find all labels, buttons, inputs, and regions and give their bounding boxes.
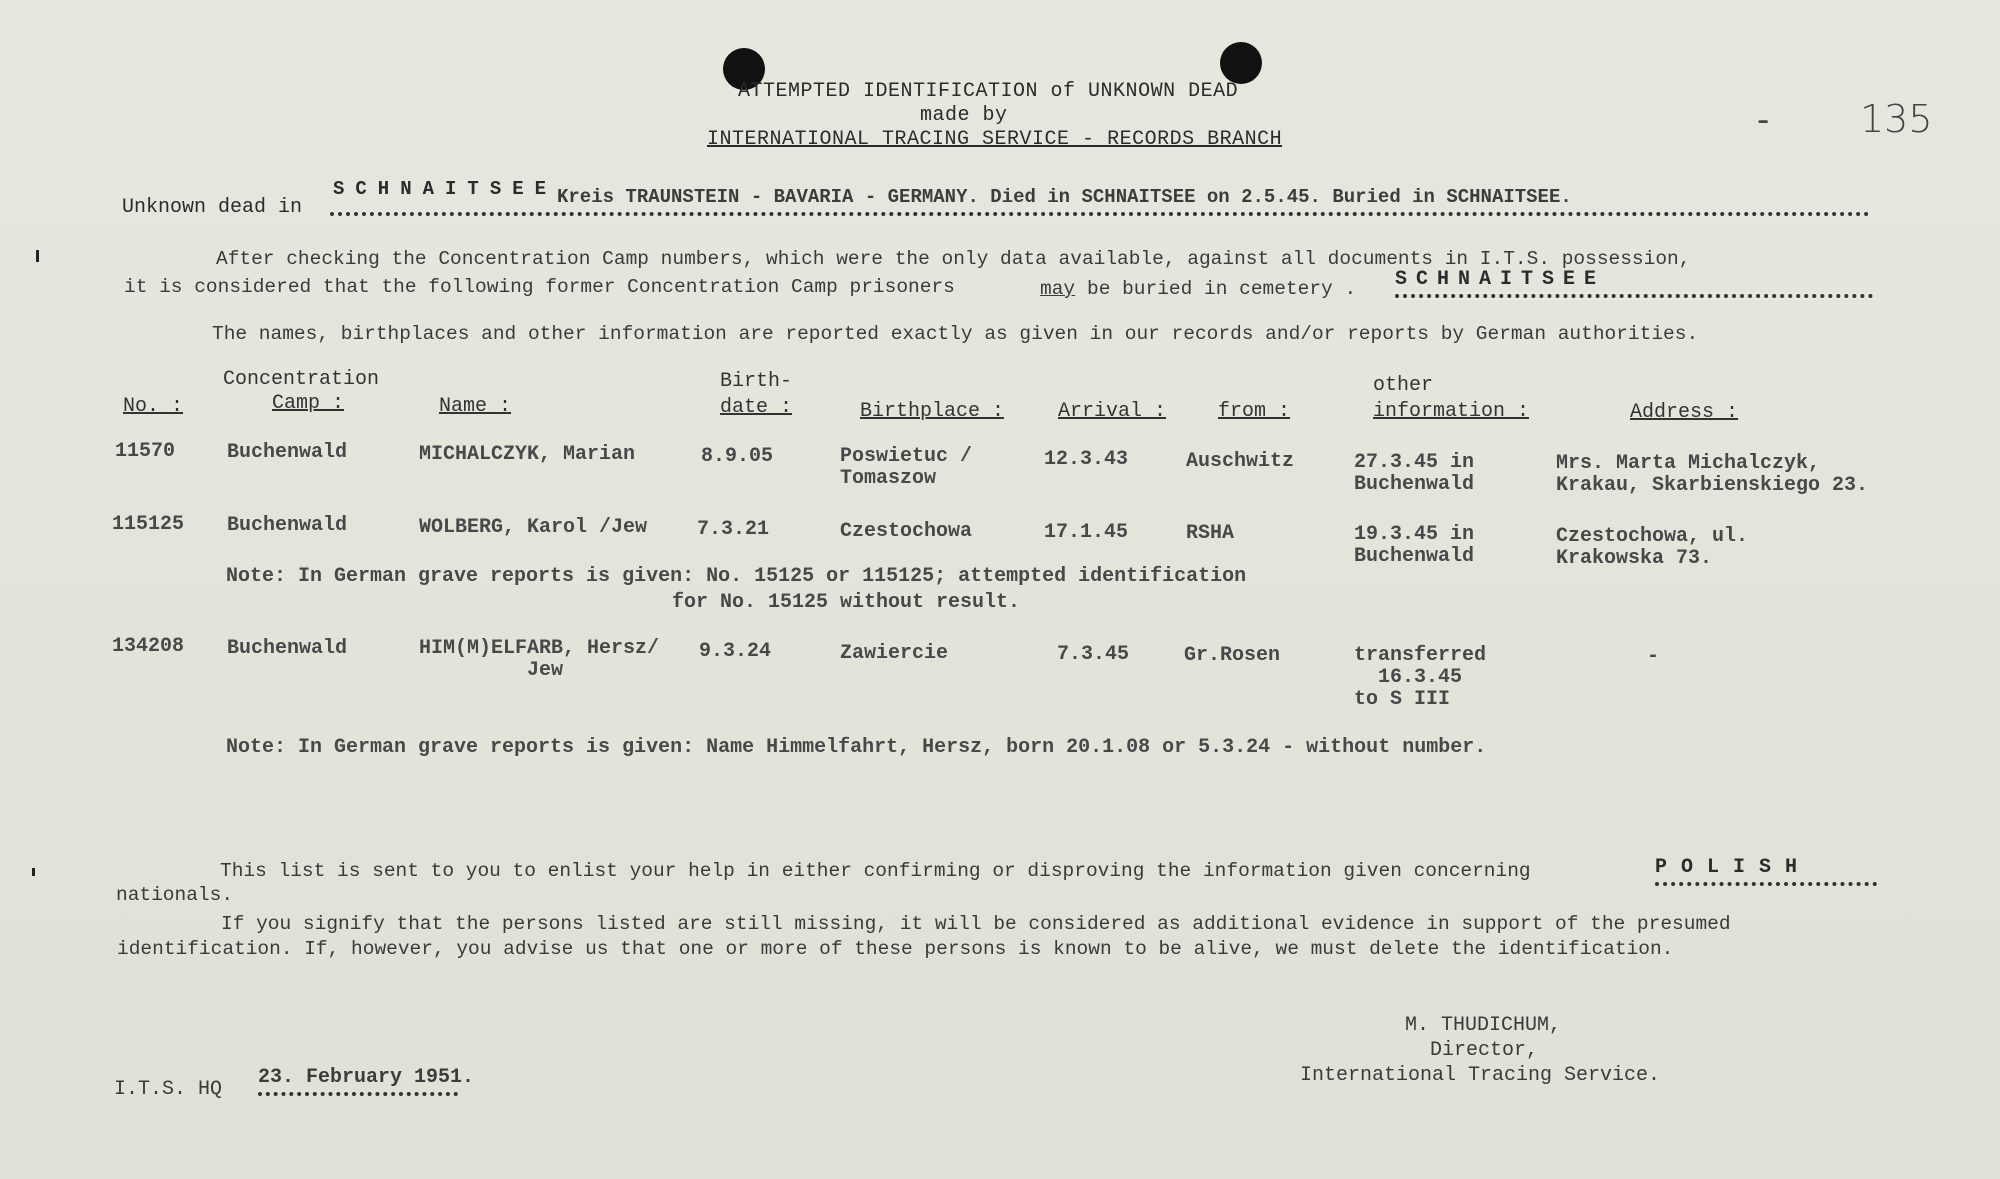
intro-line-2-post: be buried in cemetery . xyxy=(1087,278,1357,300)
row1-arrival: 12.3.43 xyxy=(1044,448,1129,471)
closing-para1-line1: This list is sent to you to enlist your help in either confirming or disproving the information given concerning xyxy=(220,860,1531,882)
header-other-line1: other xyxy=(1373,374,1434,397)
title-line-3: INTERNATIONAL TRACING SERVICE - RECORDS BRANCH xyxy=(707,128,1283,151)
intro-line-1: After checking the Concentration Camp numbers, which were the only data available, against all documents in I.T.S. possession, xyxy=(216,248,1691,270)
intro-line-3: The names, birthplaces and other information are reported exactly as given in our records and/or reports by German authorities. xyxy=(212,323,1699,345)
row1-birthdate: 8.9.05 xyxy=(701,445,774,468)
header-from: from : xyxy=(1218,400,1291,423)
row2-no: 115125 xyxy=(112,513,185,536)
unknown-dead-dotted-line xyxy=(330,212,1870,216)
row1-from: Auschwitz xyxy=(1186,450,1295,473)
nationality-dotted-line xyxy=(1655,882,1877,886)
header-no: No. : xyxy=(123,395,184,418)
scan-edge-mark xyxy=(36,250,39,262)
row2-other: 19.3.45 in Buchenwald xyxy=(1354,523,1475,568)
header-name: Name : xyxy=(439,395,512,418)
signature-role: Director, xyxy=(1430,1039,1539,1062)
header-camp-line1: Concentration xyxy=(223,368,380,391)
row1-name: MICHALCZYK, Marian xyxy=(419,443,636,466)
row2-from: RSHA xyxy=(1186,522,1235,545)
cemetery-name: SCHNAITSEE xyxy=(1395,268,1606,291)
signature-name: M. THUDICHUM, xyxy=(1405,1014,1562,1037)
row1-no: 11570 xyxy=(115,440,176,463)
row2-address: Czestochowa, ul. Krakowska 73. xyxy=(1556,525,1749,570)
page-number: 135 xyxy=(1860,97,1933,141)
place-name-spaced: SCHNAITSEE xyxy=(333,178,558,200)
final-note: Note: In German grave reports is given: Name Himmelfahrt, Hersz, born 20.1.08 or 5.3.24 - without number. xyxy=(226,736,1487,759)
title-line-1: ATTEMPTED IDENTIFICATION of UNKNOWN DEAD xyxy=(738,80,1239,103)
nationality: POLISH xyxy=(1655,856,1812,879)
header-camp-line2: Camp : xyxy=(271,392,344,415)
signature-org: International Tracing Service. xyxy=(1300,1064,1661,1087)
row3-camp: Buchenwald xyxy=(227,637,348,660)
header-birthdate-line1: Birth- xyxy=(720,370,793,393)
row1-address: Mrs. Marta Michalczyk, Krakau, Skarbienskiego 23. xyxy=(1556,452,1869,497)
unknown-dead-label: Unknown dead in xyxy=(122,196,303,219)
closing-para1-line2: nationals. xyxy=(116,884,234,906)
row2-name: WOLBERG, Karol /Jew xyxy=(419,516,648,539)
page-dash: - xyxy=(1757,100,1770,140)
header-address: Address : xyxy=(1630,401,1739,424)
row3-from: Gr.Rosen xyxy=(1184,644,1281,667)
place-detail: Kreis TRAUNSTEIN - BAVARIA - GERMANY. Died in SCHNAITSEE on 2.5.45. Buried in SCHNAITSEE. xyxy=(557,186,1572,208)
row3-birthdate: 9.3.24 xyxy=(699,640,772,663)
title-line-2: made by xyxy=(920,104,1008,127)
punch-hole-right xyxy=(1220,42,1262,84)
intro-line-2-pre: it is considered that the following former Concentration Camp prisoners xyxy=(124,276,955,298)
row3-name: HIM(M)ELFARB, Hersz/ Jew xyxy=(419,637,660,682)
header-birthplace: Birthplace : xyxy=(860,400,1005,423)
closing-para2-line1: If you signify that the persons listed are still missing, it will be considered as additional evidence in support of the presumed xyxy=(221,913,1731,935)
row3-other: transferred 16.3.45 to S III xyxy=(1354,644,1487,711)
row2-birthdate: 7.3.21 xyxy=(697,518,770,541)
row2-camp: Buchenwald xyxy=(227,514,348,537)
row2-note-line1: Note: In German grave reports is given: No. 15125 or 115125; attempted identification xyxy=(226,565,1247,588)
intro-may: may xyxy=(1040,278,1076,300)
header-other-line2: information : xyxy=(1373,400,1530,423)
row3-no: 134208 xyxy=(112,635,185,658)
header-arrival: Arrival : xyxy=(1058,400,1167,423)
row1-other: 27.3.45 in Buchenwald xyxy=(1354,451,1475,496)
cemetery-dotted-line xyxy=(1395,294,1873,298)
row2-arrival: 17.1.45 xyxy=(1044,521,1129,544)
footer-date-dotted-line xyxy=(258,1092,458,1096)
header-birthdate-line2: date : xyxy=(720,396,793,419)
row1-birthplace: Poswietuc / Tomaszow xyxy=(840,445,973,490)
row3-arrival: 7.3.45 xyxy=(1057,643,1130,666)
row2-note-line2: for No. 15125 without result. xyxy=(672,591,1021,614)
scan-edge-mark xyxy=(32,868,35,876)
row2-birthplace: Czestochowa xyxy=(840,520,973,543)
footer-date: 23. February 1951. xyxy=(258,1066,475,1089)
row3-address: - xyxy=(1647,645,1660,668)
row1-camp: Buchenwald xyxy=(227,441,348,464)
footer-place: I.T.S. HQ xyxy=(114,1078,223,1101)
row3-birthplace: Zawiercie xyxy=(840,642,949,665)
closing-para2-line2: identification. If, however, you advise us that one or more of these persons is known to be alive, we must delete the identification. xyxy=(117,938,1674,960)
